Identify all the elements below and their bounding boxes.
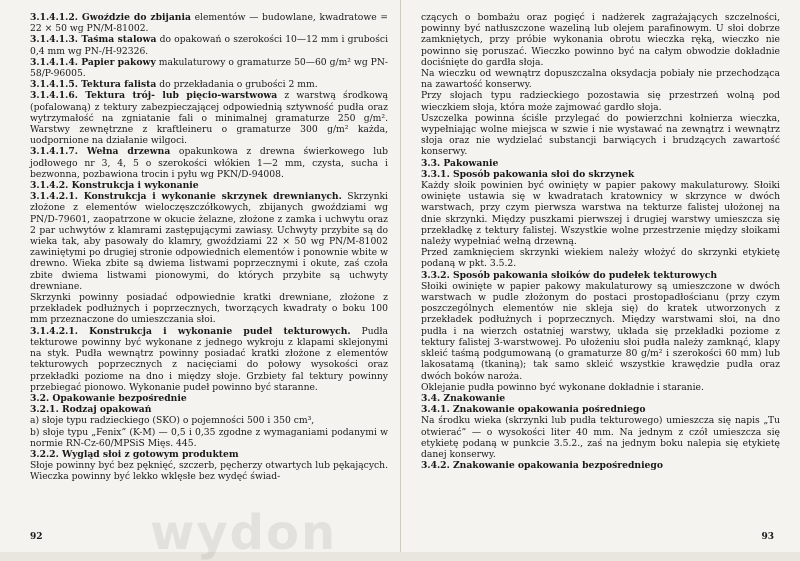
paragraph: Przy słojach typu radzieckiego pozostawia się przestrzeń wolną pod wieczkiem słoja, która może zajmować gardło słoja. — [421, 90, 780, 113]
page-number: 92 — [30, 532, 43, 542]
list-item: b) słoje typu „Fenix” (K-M) — 0,5 i 0,35 zgodne z wymaganiami podanymi w normie RN-Cz-60/MPSiS Mięs. 445. — [30, 426, 388, 449]
right-column — [421, 12, 780, 471]
paragraph: Na środku wieka (skrzynki lub pudła tekturowego) umieszcza się napis „Tu otwierać” — o wysokości liter 40 mm. Na jednym z czół umieszcza się etykietę podaną w punkcie 3.5.2., zaś na jednym boku nalepia się etykietę danej konserwy. — [421, 415, 780, 460]
left-column — [30, 12, 388, 483]
paragraph: 3.1.4.1.6. Tektura trój- lub pięcio-warstwowa z warstwą środkową (pofalowaną) z tektury zabezpieczającej odpowiednią sztywność pudła oraz wytrzymałość na zgniatanie fali o minimalnej gramaturze 250 g/m². Warstwy zewnętrzne z kraftleineru o gramaturze 300 g/m² każda, uodpornione na działanie wilgoci. — [30, 90, 388, 147]
section-heading: 3.4.2. Znakowanie opakowania bezpośredniego — [421, 460, 663, 472]
paragraph: Na wieczku od wewnątrz dopuszczalna oksydacja pobiały nie przechodząca na zawartość konserwy. — [421, 68, 780, 91]
paragraph: 3.1.4.1.3. Taśma stalowa do opakowań o szerokości 10—12 mm i grubości 0,4 mm wg PN-/H-92326. — [30, 34, 389, 57]
paragraph: czących o bombażu oraz pogięć i nadżerek zagrażających szczelności, powinny być natłuszczone wazeliną lub olejem parafinowym. U słoi dobrze zamkniętych, przy próbie wykonania obrotu wieczka ręką, wieczko nie powinno się poruszać. Wieczko powinno być na całym obwodzie dokładnie dociśnięte do gardła słoja. — [421, 12, 780, 68]
paragraph: 3.1.4.1.2. Gwoździe do zbijania elementów — budowlane, kwadratowe = 22 × 50 wg PN/M-81002. — [30, 12, 388, 35]
paragraph: Słoiki owinięte w papier pakowy makulaturowy są umieszczone w dwóch warstwach w pudle złożonym do postaci prostopadłościanu (przy czym poszczególnych elementów nie skleja się) do kratek utworzonych z przekładek podłużnych i poprzecznych. Między warstwami słoi, na dno pudła i na wierzch ostatniej warstwy, układa się przekładki poziome z tektury falistej 3-warstwowej. Po ułożeniu słoi pudła należy zamknąć, klapy skleić taśmą podgumowaną (o gramaturze 80 g/m² i szerokości 60 mm) lub lakosatamą (tkaniną); tak samo skleić wszystkie krawędzie pudła oraz dwóch boków naroża. — [421, 280, 780, 382]
section-heading: 3.1.4.2. Konstrukcja i wykonanie — [30, 180, 199, 192]
paragraph: 3.1.4.2.1. Konstrukcja i wykonanie skrzynek drewnianych. Skrzynki złożone z elementów wieloczęszczółkowych, zbijanych gwoździami wg PN/D-79601, zaopatrzone w okucie żelazne, złożone z zamka i uchwytu oraz 2 par uchwytów z klamrami zastępującymi zawiasy. Uchwyty przybite są do wieka tak, aby pasowały do klamry, gwoździami 22 × 50 wg PN/M-81002 zawiniętymi po drugiej stronie odpowiednich elementów i ponownie wbite w drewno. Wieka zbite są dwiema listwami poprzecznymi i okute, zaś czoła zbite dwiema listwami pionowymi, do których przybite są uchwyty drewniane. — [30, 191, 388, 292]
paragraph: Uszczelka powinna ściśle przylegać do powierzchni kołnierza wieczka, wypełniając wolne miejsca w szwie i nie wystawać na zewnątrz i wewnątrz słoja oraz nie wydzielać substancji barwiących i brudzących zawartość konserwy. — [421, 112, 780, 158]
section-heading: 3.2.2. Wygląd słoi z gotowym produktem — [30, 448, 239, 460]
page-number: 93 — [761, 532, 774, 542]
section-heading: 3.2. Opakowanie bezpośrednie — [30, 392, 187, 404]
paragraph: Słoje powinny być bez pęknięć, szczerb, pęcherzy otwartych lub pękających. Wieczka powinny być lekko wklęsłe bez wydęć świad- — [30, 460, 388, 483]
paragraph: Przed zamknięciem skrzynki wiekiem należy włożyć do skrzynki etykietę podaną w pkt. 3.5.2. — [421, 247, 780, 270]
paragraph: 3.1.4.1.5. Tektura falista do przekładania o grubości 2 mm. — [30, 79, 318, 91]
paragraph: Każdy słoik powinien być owinięty w papier pakowy makulaturowy. Słoiki owinięte ustawia się w kwadratach kratownicy w skrzynce w dwóch warstwach, przy czym pierwsza warstwa na tekturze falistej ułożonej na dnie skrzynki. Między puszkami pierwszej i drugiej warstwy umieszcza się przekładkę z tektury falistej. Wszystkie wolne przestrzenie między słoikami należy wypełniać wełną drzewną. — [421, 180, 780, 248]
section-heading: 3.3.2. Sposób pakowania słoików do pudełek tekturowych — [421, 269, 718, 281]
paragraph: Oklejanie pudła powinno być wykonane dokładnie i staranie. — [421, 381, 704, 393]
section-heading: 3.4.1. Znakowanie opakowania pośredniego — [421, 404, 646, 416]
section-heading: 3.3.1. Sposób pakowania słoi do skrzynek — [421, 168, 635, 180]
paragraph: 3.1.4.1.4. Papier pakowy makulaturowy o gramaturze 50—60 g/m² wg PN-58/P-96005. — [30, 56, 388, 80]
paragraph: 3.1.4.1.7. Wełna drzewna opakunkowa z drewna świerkowego lub jodłowego nr 3, 4, 5 o szerokości włókien 1—2 mm, czysta, sucha i bezwonna, pozbawiona trocin i pyłu wg PKN/D-94008. — [30, 146, 388, 180]
paragraph: 3.1.4.2.1. Konstrukcja i wykonanie pudeł tekturowych. Pudła tekturowe powinny być wykonane z jednego wykroju z klapami sklejonymi na styk. Pudła wewnątrz powinny posiadać kratki złożone z elementów tekturowych poprzecznych z nacięciami do połowy wysokości oraz przekładki poziome na dno i między słoje. Grzbiety fal tektury powinny przebiegać pionowo. Wykonanie pudeł powinno być staranne. — [30, 325, 388, 393]
paragraph: Skrzynki powinny posiadać odpowiednie kratki drewniane, złożone z przekładek podłużnych i poprzecznych, tworzących kwadraty o boku 100 mm przeznaczone do umieszczania słoi. — [30, 292, 388, 326]
section-heading: 3.3. Pakowanie — [421, 157, 499, 169]
right-page — [400, 0, 800, 552]
section-heading: 3.2.1. Rodzaj opakowań — [30, 404, 152, 416]
section-heading: 3.4. Znakowanie — [421, 392, 506, 404]
list-item: a) słoje typu radzieckiego (SKO) o pojemności 500 i 350 cm³, — [30, 415, 315, 427]
left-page — [0, 0, 400, 552]
